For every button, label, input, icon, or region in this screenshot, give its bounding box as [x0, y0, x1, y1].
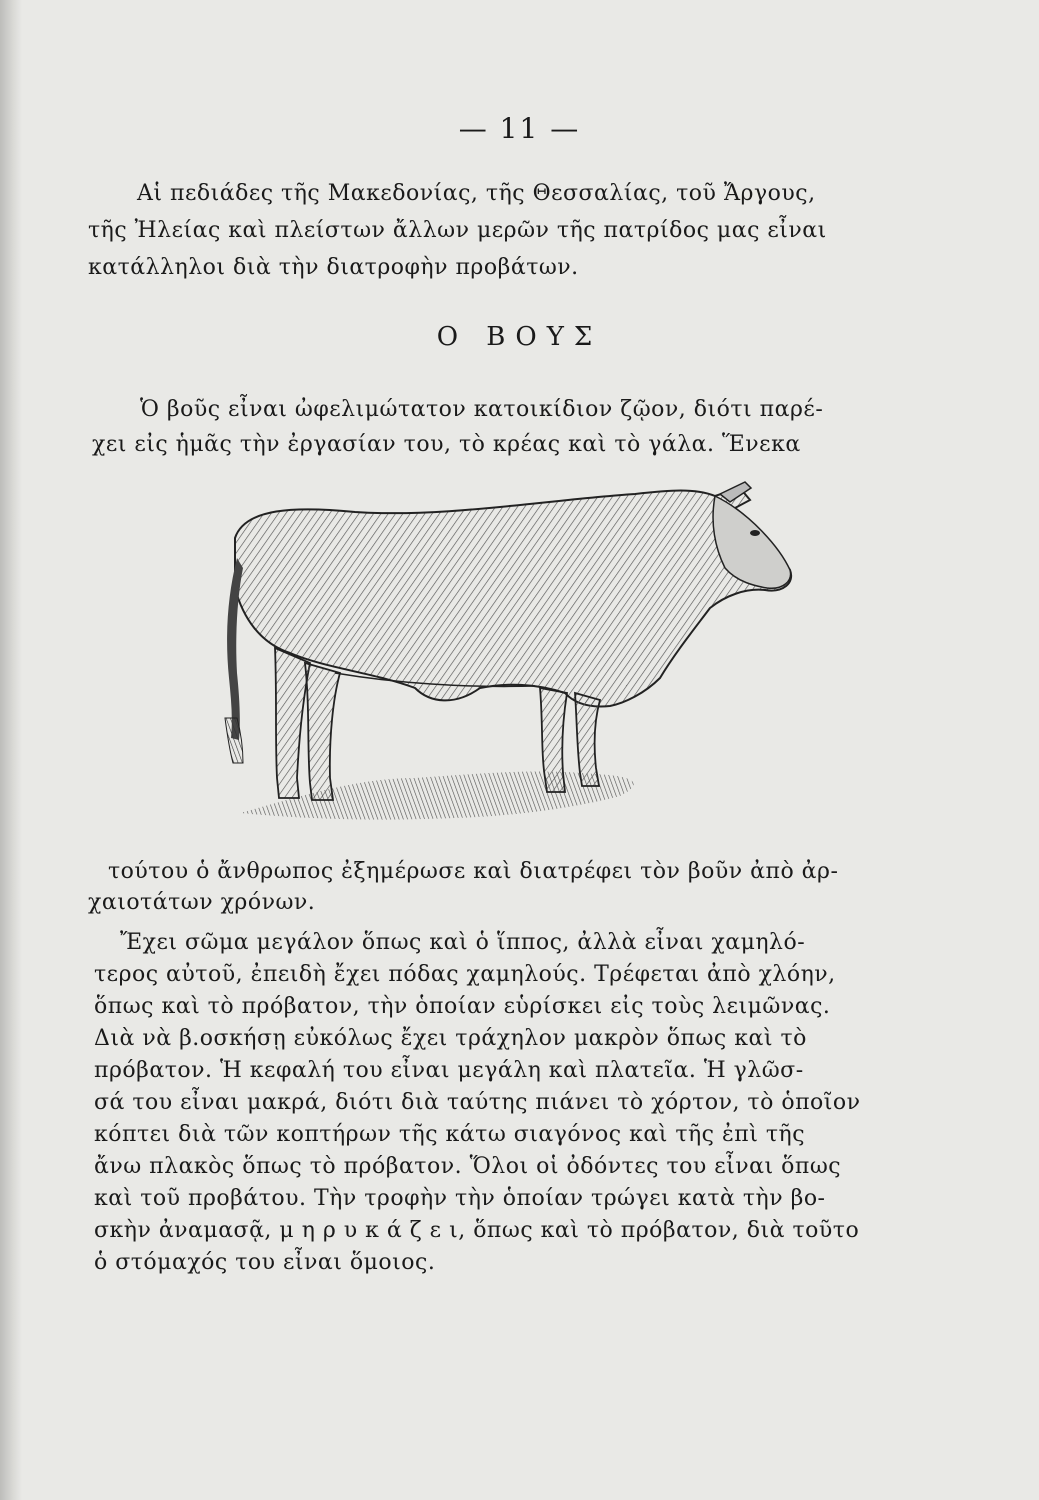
para3-line-1: Ἔχει σῶμα μεγάλον ὅπως καὶ ὁ ἵππος, ἀλλὰ εἶναι χαμηλό-	[120, 930, 806, 955]
para3-line-11: ὁ στόμαχός του εἶναι ὅμοιος.	[94, 1250, 436, 1275]
para1-line-1: Ὁ βοῦς εἶναι ὠφελιμώτατον κατοικίδιον ζῷον, διότι παρέ-	[140, 397, 824, 422]
para3-line-6: σά του εἶναι μακρά, διότι διὰ ταύτης πιάνει τὸ χόρτον, τὸ ὁποῖον	[94, 1090, 861, 1115]
section-heading: Ο ΒΟΥΣ	[436, 322, 603, 352]
para3-line-8: ἄνω πλακὸς ὅπως τὸ πρόβατον. Ὅλοι οἱ ὀδόντες του εἶναι ὅπως	[94, 1154, 842, 1179]
para2-line-1: τούτου ὁ ἄνθρωπος ἐξημέρωσε καὶ διατρέφει τὸν βοῦν ἀπὸ ἀρ-	[108, 859, 839, 884]
para2-line-2: χαιοτάτων χρόνων.	[88, 890, 316, 915]
ox-illustration	[215, 478, 800, 838]
book-spine-edge	[0, 0, 22, 1500]
page-number: — 11 —	[458, 112, 581, 145]
para3-line-2: τερος αὐτοῦ, ἐπειδὴ ἔχει πόδας χαμηλούς. Τρέφεται ἀπὸ χλόην,	[94, 962, 836, 987]
para3-line-10: σκὴν ἀναμασᾷ, μ η ρ υ κ ά ζ ε ι, ὅπως καὶ τὸ πρόβατον, διὰ τοῦτο	[94, 1218, 860, 1243]
intro-line-3: κατάλληλοι διὰ τὴν διατροφὴν προβάτων.	[88, 255, 579, 280]
para3-line-5: πρόβατον. Ἡ κεφαλή του εἶναι μεγάλη καὶ πλατεῖα. Ἡ γλῶσ-	[94, 1058, 804, 1083]
para3-line-3: ὅπως καὶ τὸ πρόβατον, τὴν ὁποίαν εὑρίσκει εἰς τοὺς λειμῶνας.	[94, 994, 831, 1019]
para3-line-7: κόπτει διὰ τῶν κοπτήρων τῆς κάτω σιαγόνος καὶ τῆς ἐπὶ τῆς	[94, 1122, 806, 1147]
intro-line-2: τῆς Ἠλείας καὶ πλείστων ἄλλων μερῶν τῆς πατρίδος μας εἶναι	[88, 218, 827, 243]
intro-line-1: Αἱ πεδιάδες τῆς Μακεδονίας, τῆς Θεσσαλίας, τοῦ Ἄργους,	[137, 181, 816, 206]
para3-line-9: καὶ τοῦ προβάτου. Τὴν τροφὴν τὴν ὁποίαν τρώγει κατὰ τὴν βο-	[94, 1186, 826, 1211]
para3-line-4: Διὰ νὰ β.οσκήσῃ εὐκόλως ἔχει τράχηλον μακρὸν ὅπως καὶ τὸ	[94, 1026, 807, 1051]
para1-line-2: χει εἰς ἡμᾶς τὴν ἐργασίαν του, τὸ κρέας καὶ τὸ γάλα. Ἕνεκα	[92, 432, 801, 457]
